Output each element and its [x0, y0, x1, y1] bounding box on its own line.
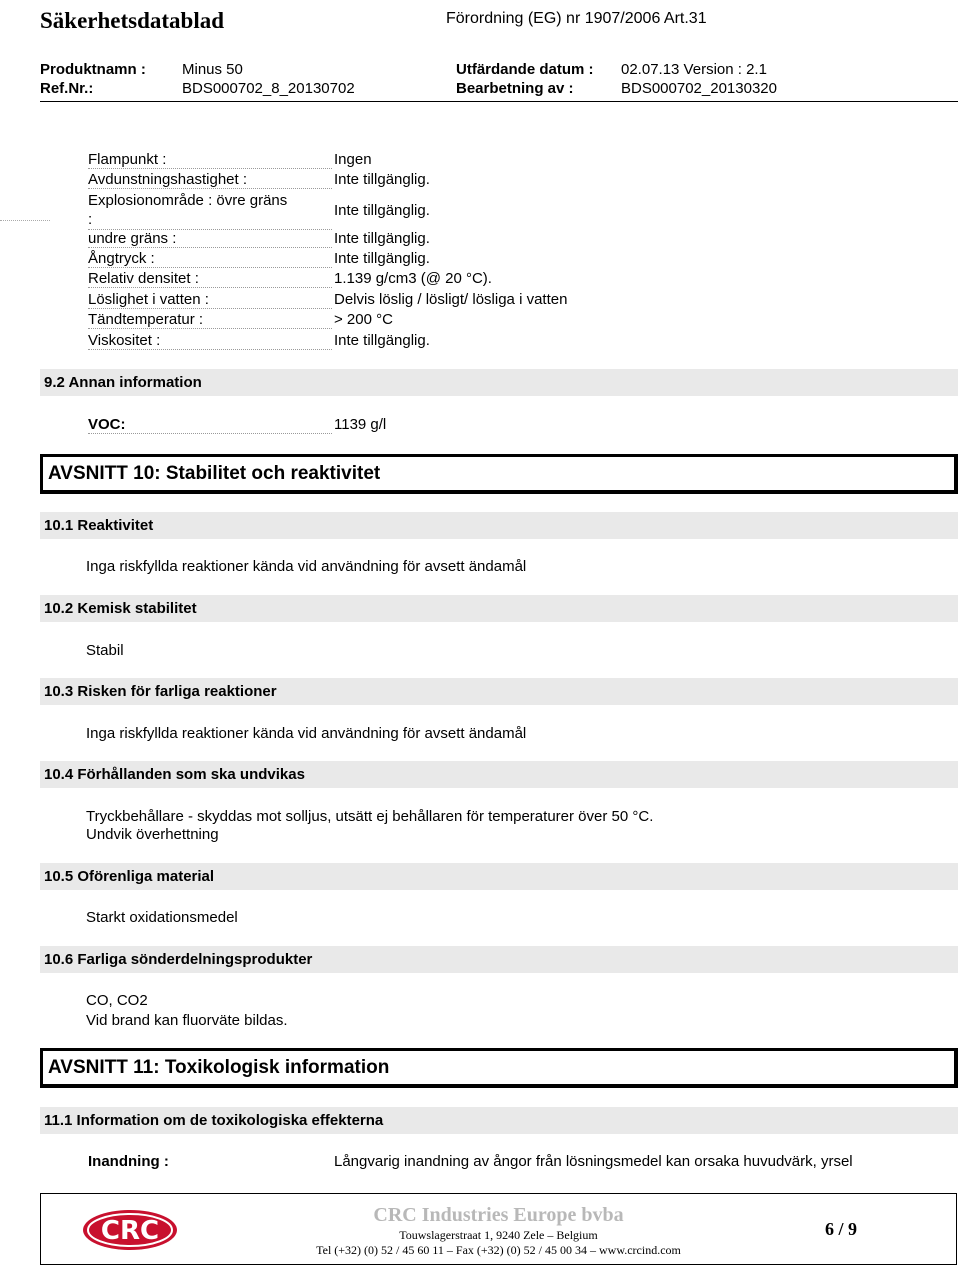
ref-number: BDS000702_8_20130702 — [182, 80, 355, 97]
regulation-reference: Förordning (EG) nr 1907/2006 Art.31 — [446, 10, 707, 27]
header-divider — [40, 101, 958, 102]
property-value: Inte tillgänglig. — [334, 171, 430, 188]
document-title: Säkerhetsdatablad — [40, 8, 225, 33]
subsection-heading-10-5: 10.5 Oförenliga material — [40, 863, 958, 890]
property-label: Flampunkt : — [88, 151, 332, 169]
company-address: Touwslagerstraat 1, 9240 Zele – Belgium — [399, 1228, 598, 1242]
property-label: Tändtemperatur : — [88, 311, 332, 329]
property-label: Ångtryck : — [88, 250, 332, 268]
subsection-heading-10-1: 10.1 Reaktivitet — [40, 512, 958, 539]
subsection-heading-10-4: 10.4 Förhållanden som ska undvikas — [40, 761, 958, 788]
incompatible-text: Starkt oxidationsmedel — [86, 909, 238, 926]
subsection-heading-11-1: 11.1 Information om de toxikologiska effekterna — [40, 1107, 958, 1134]
section-10-title: AVSNITT 10: Stabilitet och reaktivitet — [40, 454, 958, 494]
product-name-label: Produktnamn : — [40, 61, 146, 78]
page-number: 6 / 9 — [825, 1219, 858, 1239]
revision: BDS000702_20130320 — [621, 80, 777, 97]
inhalation-text: Långvarig inandning av ångor från lösningsmedel kan orsaka huvudvärk, yrsel — [334, 1153, 853, 1170]
property-value: 1.139 g/cm3 (@ 20 °C). — [334, 270, 492, 287]
property-value: Inte tillgänglig. — [334, 202, 430, 219]
property-label-line1: Explosionområde : övre gräns — [88, 192, 288, 209]
voc-value: 1139 g/l — [334, 416, 387, 433]
margin-dots — [0, 220, 50, 221]
revision-label: Bearbetning av : — [456, 80, 574, 97]
decomposition-text-1: CO, CO2 — [86, 992, 148, 1009]
subsection-heading-10-3: 10.3 Risken för farliga reaktioner — [40, 678, 958, 705]
property-value: Inte tillgänglig. — [334, 332, 430, 349]
subsection-heading-10-2: 10.2 Kemisk stabilitet — [40, 595, 958, 622]
decomposition-text-2: Vid brand kan fluorväte bildas. — [86, 1012, 288, 1029]
conditions-text-2: Undvik överhettning — [86, 826, 219, 843]
property-value: Ingen — [334, 151, 372, 168]
property-label: undre gräns : — [88, 230, 332, 248]
voc-label: VOC: — [88, 416, 332, 434]
inhalation-label: Inandning : — [88, 1153, 169, 1170]
property-value: Inte tillgänglig. — [334, 250, 430, 267]
property-label-line2: : — [88, 211, 93, 228]
subsection-heading-10-6: 10.6 Farliga sönderdelningsprodukter — [40, 946, 958, 973]
company-name: CRC Industries Europe bvba — [373, 1204, 624, 1226]
logo-text: CRC — [100, 1216, 160, 1246]
hazardous-reactions-text: Inga riskfyllda reaktioner kända vid användning för avsett ändamål — [86, 725, 527, 742]
conditions-text-1: Tryckbehållare - skyddas mot solljus, utsätt ej behållaren för temperaturer över 50 °C. — [86, 808, 654, 825]
section-11-title: AVSNITT 11: Toxikologisk information — [40, 1048, 958, 1088]
page-footer — [40, 1193, 957, 1265]
product-name: Minus 50 — [182, 61, 243, 78]
property-label: Löslighet i vatten : — [88, 291, 332, 309]
issue-date: 02.07.13 Version : 2.1 — [621, 61, 767, 78]
property-value: Inte tillgänglig. — [334, 230, 430, 247]
reactivity-text: Inga riskfyllda reaktioner kända vid användning för avsett ändamål — [86, 558, 527, 575]
subsection-heading-9-2: 9.2 Annan information — [40, 369, 958, 396]
property-label: Viskositet : — [88, 332, 332, 350]
stability-text: Stabil — [86, 642, 124, 659]
issue-date-label: Utfärdande datum : — [456, 61, 594, 78]
ref-label: Ref.Nr.: — [40, 80, 94, 97]
company-contact: Tel (+32) (0) 52 / 45 60 11 – Fax (+32) (0) 52 / 45 00 34 – www.crcind.com — [316, 1243, 681, 1257]
property-label — [88, 191, 332, 230]
property-value: > 200 °C — [334, 311, 393, 328]
property-label: Relativ densitet : — [88, 270, 332, 288]
property-value: Delvis löslig / lösligt/ lösliga i vatten — [334, 291, 568, 308]
property-label: Avdunstningshastighet : — [88, 171, 332, 189]
